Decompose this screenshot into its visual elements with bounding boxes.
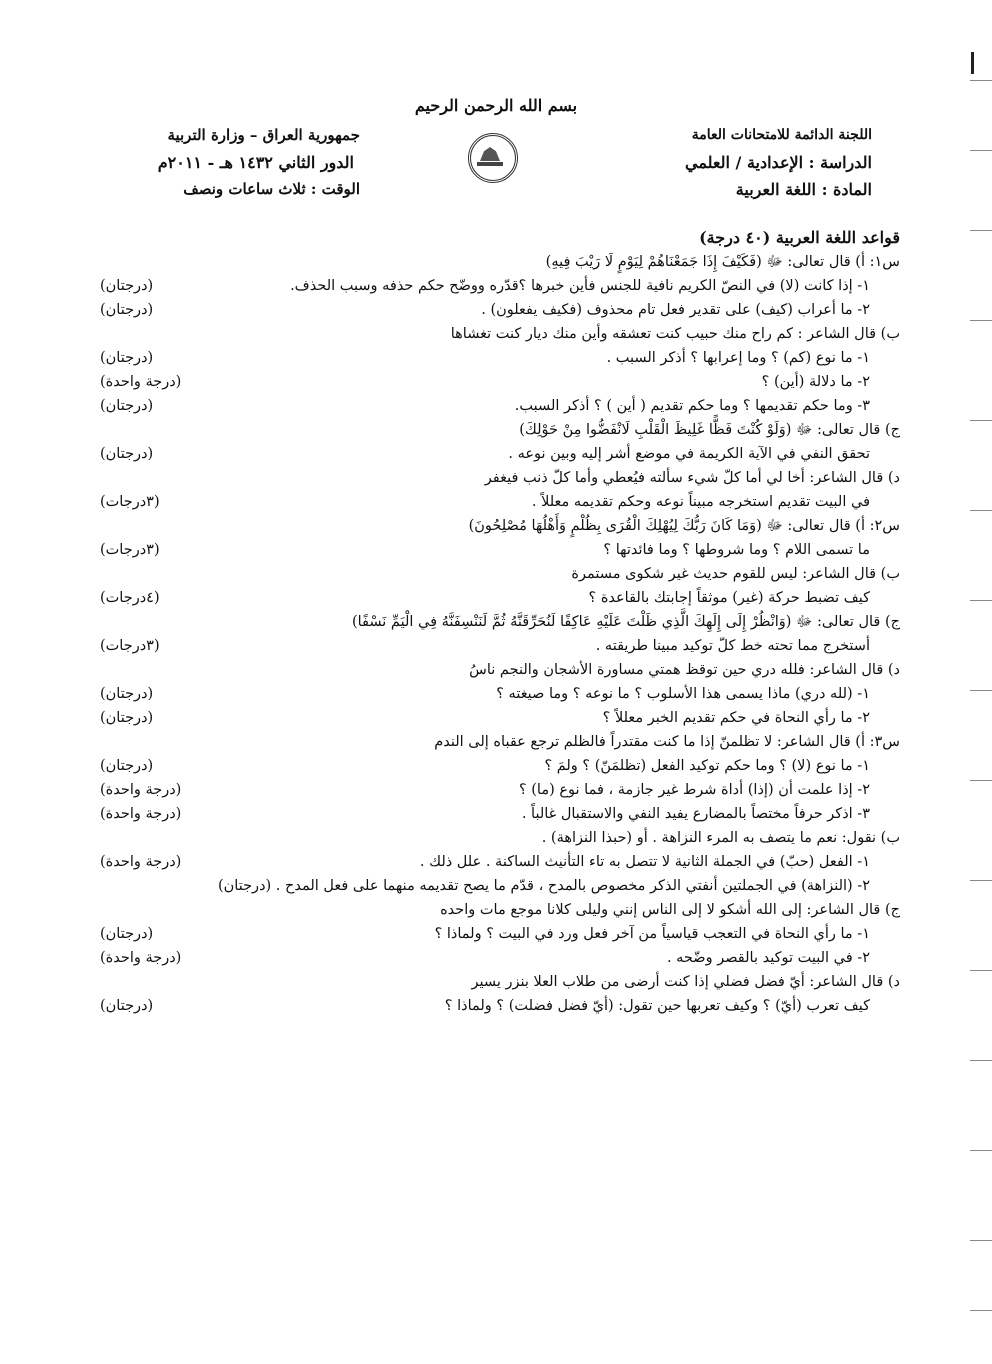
study-branch: الدراسة : الإعدادية / العلمي [685,153,872,172]
margin-tick [970,1310,992,1311]
margin-tick [970,970,992,971]
margin-tick [970,1060,992,1061]
question-line [100,730,900,754]
exam-questions [100,226,900,1018]
question-line [100,706,900,730]
subject: المادة : اللغة العربية [735,180,872,199]
margin-tick [970,1240,992,1241]
question-text: أستخرج مما تحته خط كلّ توكيد مبينا طريقته . [595,638,870,654]
question-text: ٢- (النزاهة) في الجملتين أنفتي الذكر مخصوص بالمدح ، قدّم ما يصح تقديمه منهما على فعل المدح . (درجتان) [218,878,870,894]
margin-tick [970,320,992,321]
grade-value: (درجتان) [100,398,154,414]
question-text: ب) قال الشاعر: ليس للقوم حديث غير شكوى مستمرة [571,566,900,582]
question-line [100,658,900,682]
question-line [100,322,900,346]
question-line [100,970,900,994]
ministry-emblem-icon [468,133,518,183]
grade-value: (درجة واحدة) [100,374,182,390]
question-text: ٢- إذا علمت أن (إذا) أداة شرط غير جازمة ، فما نوع (ما) ؟ [518,782,870,798]
question-line [100,634,900,658]
margin-tick [970,780,992,781]
grade-value: (٣درجات) [100,542,160,558]
question-text: د) قال الشاعر: أيّ فضل فضلي إذا كنت أرضى من طلاب العلا بنزر يسير [471,974,900,990]
grade-value: (درجتان) [100,350,154,366]
question-line [100,610,900,634]
grade-value: (درجة واحدة) [100,854,182,870]
question-line [100,298,900,322]
question-text: س٢: أ) قال تعالى: ﷻ (وَمَا كَانَ رَبُّكَ لِيُهْلِكَ الْقُرَى بِظُلْمٍ وَأَهْلُهَا مُصْلِحُونَ) [468,518,900,534]
header-left-block [110,122,360,203]
grade-value: (درجتان) [100,446,154,462]
question-line [100,754,900,778]
question-text: ٢- ما أعراب (كيف) على تقدير فعل تام محذوف (فكيف يفعلون) . [481,302,870,318]
question-line [100,466,900,490]
question-text: س٣: أ) قال الشاعر: لا تظلمنّ إذا ما كنت مقتدراً فالظلم ترجع عقباه إلى الندم [434,734,900,750]
question-line [100,538,900,562]
question-text: ج) قال تعالى: ﷻ (وَانْظُرْ إِلَى إِلَهِكَ الَّذِي ظَلْتَ عَلَيْهِ عَاكِفًا لَنُحَرِّقَنَّهُ ثُمَّ لَنَنْسِفَنَّهُ فِي الْيَمِّ نَسْفًا) [351,614,900,630]
question-line [100,586,900,610]
grade-value: (درجتان) [100,758,154,774]
question-line [100,826,900,850]
margin-tick [970,80,992,81]
question-text: ما تسمى اللام ؟ وما شروطها ؟ وما فائدتها ؟ [603,542,870,558]
question-line [100,778,900,802]
binding-margin-marks [962,0,992,1364]
question-line [100,370,900,394]
question-line [100,898,900,922]
question-text: ١- الفعل (حبّ) في الجملة الثانية لا تتصل به تاء التأنيث الساكنة . علل ذلك . [419,854,870,870]
basmala: بسم الله الرحمن الرحيم [414,96,578,115]
margin-tick [970,880,992,881]
question-text: تحقق النفي في الآية الكريمة في موضع أشر إليه وبين نوعه . [508,446,870,462]
question-text: ١- ما نوع (لا) ؟ وما حكم توكيد الفعل (تظلمَنّ) ؟ ولمَ ؟ [544,758,870,774]
question-text: كيف تضبط حركة (غير) موثقاً إجابتك بالقاعدة ؟ [588,590,870,606]
question-line [100,946,900,970]
margin-tick [970,420,992,421]
grade-value: (درجة واحدة) [100,806,182,822]
question-text: ٣- وما حكم تقديمها ؟ وما حكم تقديم ( أين ) ؟ أذكر السبب. [514,398,870,414]
question-text: ج) قال تعالى: ﷻ (وَلَوْ كُنْتَ فَظًّا غَلِيظَ الْقَلْبِ لَانْفَضُّوا مِنْ حَوْلِكَ) [519,422,900,438]
grade-value: (درجتان) [100,710,154,726]
committee-name: اللجنة الدائمة للامتحانات العامة [691,127,872,143]
question-text: ب) نقول: نعم ما يتصف به المرء النزاهة . أو (حبذا النزاهة) . [541,830,900,846]
question-line [100,850,900,874]
question-line [100,874,900,898]
question-line [100,226,900,250]
question-text: د) قال الشاعر: فلله دري حين توقظ همتي مساورة الأشجان والنجم ناسُ [469,662,900,678]
grade-value: (درجة واحدة) [100,950,182,966]
question-text: ٢- ما دلالة (أين) ؟ [761,374,870,390]
question-line [100,682,900,706]
margin-tick [970,690,992,691]
header-right-block [572,122,872,203]
grade-value: (٤درجات) [100,590,160,606]
question-text: ١- ما نوع (كم) ؟ وما إعرابها ؟ أذكر السبب . [606,350,870,366]
question-text: ١- ما رأي النحاة في التعجب قياسياً من آخر فعل ورد في البيت ؟ ولماذا ؟ [434,926,870,942]
exam-duration: الوقت : ثلاث ساعات ونصف [183,180,360,198]
question-text: ج) قال الشاعر: إلى الله أشكو لا إلى الناس إنني وليلى كلانا موجع مات واحده [440,902,900,918]
question-line [100,442,900,466]
question-line [100,490,900,514]
question-line [100,394,900,418]
margin-tick [970,1150,992,1151]
question-text: ٣- اذكر حرفاً مختصاً بالمضارع يفيد النفي والاستقبال غالباً . [521,806,870,822]
question-text: في البيت تقديم استخرجه مبيناً نوعه وحكم تقديمه معللاً . [531,494,870,510]
question-line [100,562,900,586]
question-line [100,346,900,370]
question-line [100,514,900,538]
margin-tick [970,600,992,601]
question-line [100,994,900,1018]
grade-value: (درجتان) [100,302,154,318]
grade-value: (درجتان) [100,686,154,702]
grade-value: (٣درجات) [100,638,160,654]
question-line [100,922,900,946]
question-line [100,802,900,826]
question-text: ٢- ما رأي النحاة في حكم تقديم الخبر معللاً ؟ [602,710,870,726]
grade-value: (درجتان) [100,278,154,294]
margin-tick [970,510,992,511]
country-ministry: جمهورية العراق – وزارة التربية [167,126,360,144]
question-text: س١: أ) قال تعالى: ﷻ (فَكَيْفَ إِذَا جَمَعْنَاهُمْ لِيَوْمٍ لَا رَيْبَ فِيهِ) [545,254,900,270]
margin-tick [970,150,992,151]
question-text: ١- (لله دري) ماذا يسمى هذا الأسلوب ؟ ما نوعه ؟ وما صيغته ؟ [496,686,870,702]
grade-value: (٣درجات) [100,494,160,510]
question-text: ٢- في البيت توكيد بالقصر وضّحه . [666,950,870,966]
question-text: قواعد اللغة العربية (٤٠ درجة) [699,228,900,247]
question-text: كيف تعرب (أيّ) ؟ وكيف تعربها حين تقول: (أيّ فضل فضلت) ؟ ولماذا ؟ [444,998,870,1014]
question-text: د) قال الشاعر: أخا لي أما كلّ شيء سألته فيُعطي وأما كلّ ذنب فيغفر [484,470,900,486]
margin-tick [970,230,992,231]
grade-value: (درجتان) [100,998,154,1014]
question-line [100,418,900,442]
question-line [100,274,900,298]
exam-session: الدور الثاني ١٤٣٢ هـ - ٢٠١١م [157,153,354,172]
question-text: ١- إذا كانت (لا) في النصّ الكريم نافية للجنس فأين خبرها ؟قدّره ووضّح حكم حذفه وسبب الحذف. [290,278,870,294]
grade-value: (درجة واحدة) [100,782,182,798]
grade-value: (درجتان) [100,926,154,942]
question-line [100,250,900,274]
question-text: ب) قال الشاعر : كم راح منك حبيب كنت تعشقه وأين منك ديار كنت تغشاها [450,326,900,342]
